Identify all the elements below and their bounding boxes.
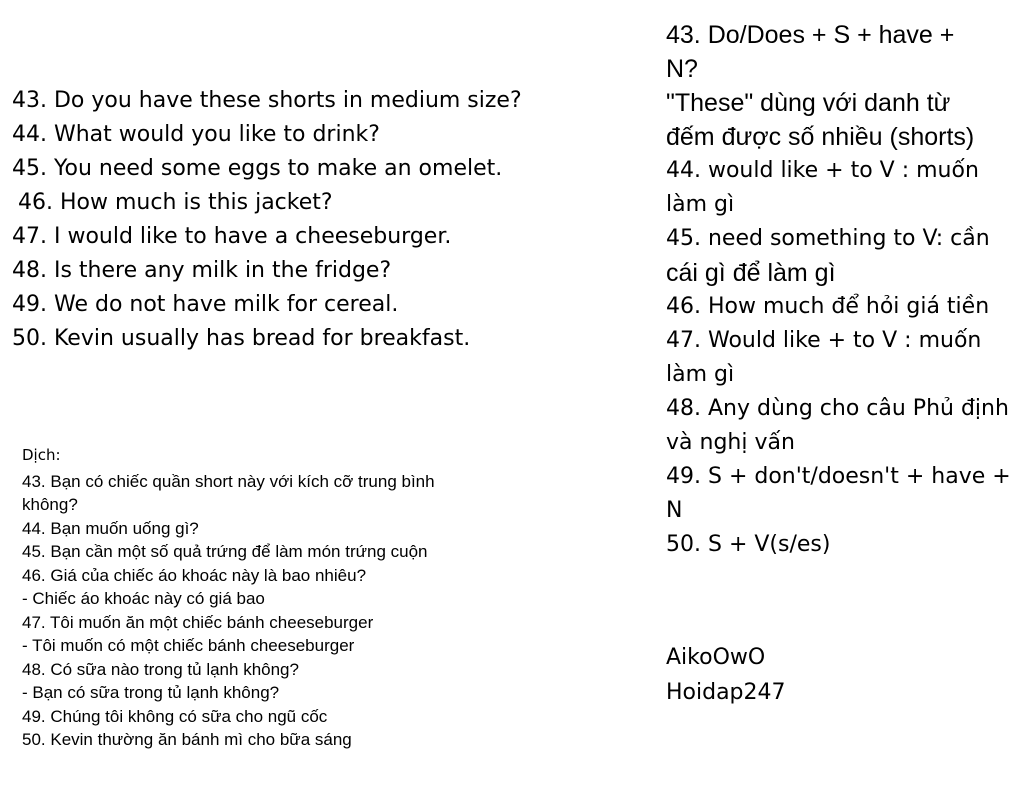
answer-46: 46. How much is this jacket?: [18, 190, 333, 215]
note-line: 48. Any dùng cho câu Phủ định: [666, 396, 1009, 421]
translation-line: 47. Tôi muốn ăn một chiếc bánh cheeseburger: [22, 612, 374, 632]
note-line: N: [666, 498, 683, 523]
translation-line: 43. Bạn có chiếc quần short này với kích cỡ trung bình: [22, 471, 435, 491]
note-line: làm gì: [666, 192, 735, 217]
translation-line: 44. Bạn muốn uống gì?: [22, 518, 199, 538]
note-line: 47. Would like + to V : muốn: [666, 328, 982, 353]
note-line: 44. would like + to V : muốn: [666, 158, 979, 183]
translation-line: 50. Kevin thường ăn bánh mì cho bữa sáng: [22, 730, 352, 749]
translation-line: - Bạn có sữa trong tủ lạnh không?: [22, 683, 280, 702]
translation-line: 49. Chúng tôi không có sữa cho ngũ cốc: [22, 706, 328, 726]
note-line: cái gì để làm gì: [666, 259, 836, 287]
author-name: AikoOwO: [666, 645, 766, 670]
translation-block: [22, 444, 622, 752]
note-line: 49. S + don't/doesn't + have +: [666, 464, 1011, 489]
answer-43: 43. Do you have these shorts in medium size?: [12, 88, 522, 113]
note-line: 43. Do/Does + S + have +: [666, 21, 955, 49]
note-line: 46. How much để hỏi giá tiền: [666, 294, 990, 319]
note-line: làm gì: [666, 362, 735, 387]
translation-line: 46. Giá của chiếc áo khoác này là bao nhiêu?: [22, 565, 367, 585]
site-name: Hoidap247: [666, 680, 786, 705]
note-line: "These" dùng với danh từ: [666, 89, 951, 117]
translation-label: Dịch:: [22, 446, 61, 464]
answer-48: 48. Is there any milk in the fridge?: [12, 258, 392, 283]
note-line: 45. need something to V: cần: [666, 226, 990, 251]
answer-47: 47. I would like to have a cheeseburger.: [12, 224, 452, 249]
translation-line: không?: [22, 495, 78, 514]
translation-line: - Chiếc áo khoác này có giá bao: [22, 589, 265, 608]
credits-block: [666, 640, 786, 710]
answer-45: 45. You need some eggs to make an omelet.: [12, 156, 503, 181]
note-line: và nghị vấn: [666, 430, 795, 455]
translation-line: 45. Bạn cần một số quả trứng để làm món trứng cuộn: [22, 542, 428, 561]
translation-line: 48. Có sữa nào trong tủ lạnh không?: [22, 659, 299, 679]
note-line: đếm được số nhiều (shorts): [666, 123, 975, 151]
grammar-notes-block: [666, 18, 1022, 562]
answer-50: 50. Kevin usually has bread for breakfast.: [12, 326, 471, 351]
answers-block: [12, 84, 642, 356]
answer-49: 49. We do not have milk for cereal.: [12, 292, 399, 317]
note-line: 50. S + V(s/es): [666, 532, 831, 557]
note-line: N?: [666, 55, 698, 83]
answer-44: 44. What would you like to drink?: [12, 122, 380, 147]
translation-line: - Tôi muốn có một chiếc bánh cheeseburger: [22, 636, 355, 655]
